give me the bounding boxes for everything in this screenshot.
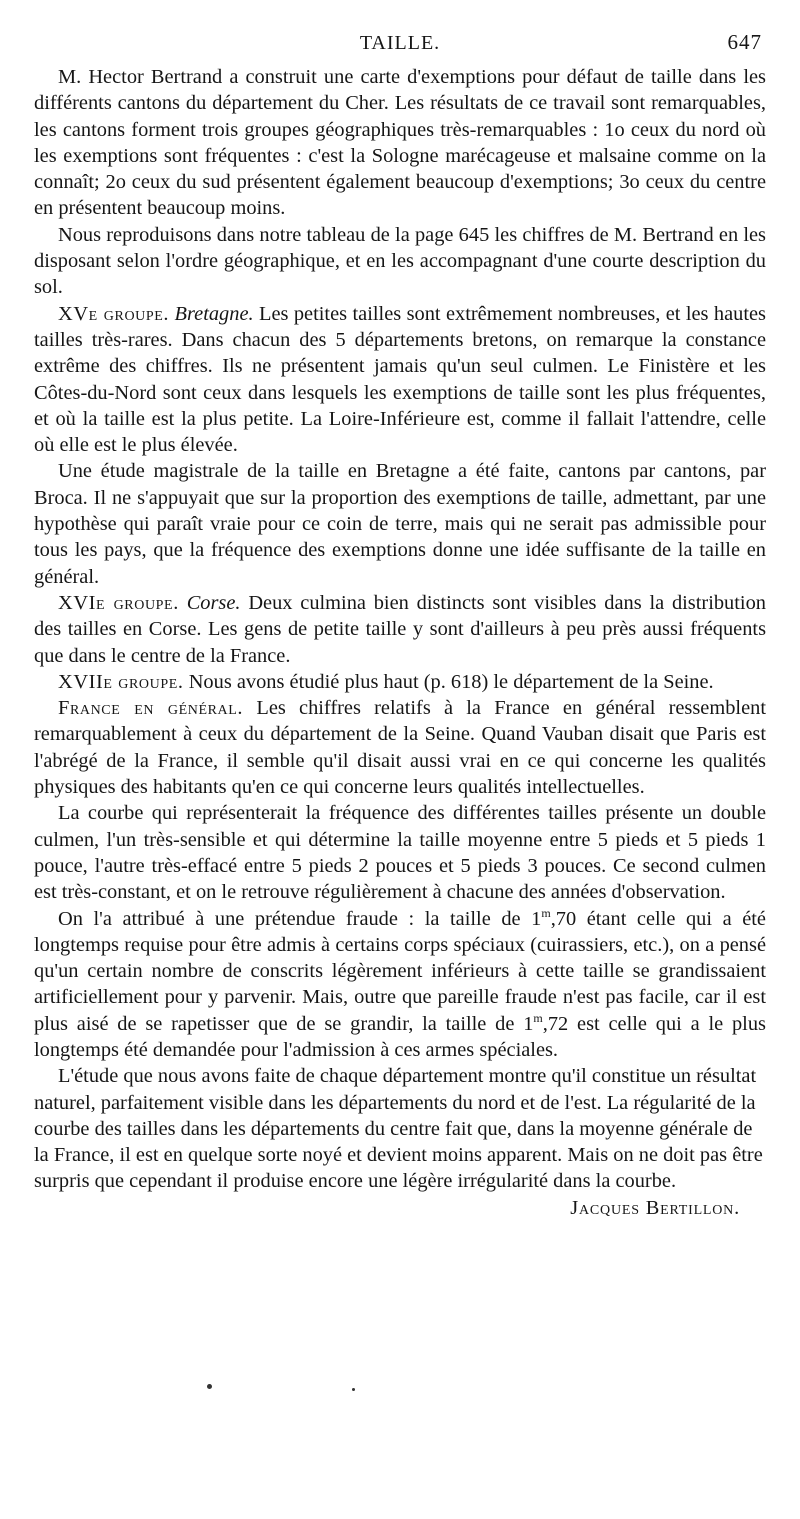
author-signature: Jacques Bertillon. [570, 1196, 740, 1219]
paragraph-conclusion [34, 1063, 766, 1219]
book-page [34, 28, 766, 1221]
paragraph-broca-study [34, 458, 766, 589]
paragraph-group-corse [34, 590, 766, 669]
group-lead: XVIIe groupe. [58, 670, 184, 693]
paragraph-group-seine [34, 669, 766, 695]
group-title: Bretagne. [174, 302, 254, 325]
unit-superscript: m [533, 1010, 543, 1025]
paragraph-text: Les chiffres relatifs à la France en général ressemblent remarquablement à ceux du département de la Seine. Quand Vauban disait que Paris est l'abrégé de la France, il semble qu'il disait aussi vrai en ce qui concerne les qualités physiques des habitants qu'en ce qui concerne leurs qualités intellectuelles. [34, 697, 766, 799]
paragraph-table-reference [34, 222, 766, 301]
page-number: 647 [727, 30, 762, 54]
print-speck [207, 1384, 212, 1389]
paragraph-text: Les petites tailles sont extrêmement nombreuses, et les hautes tailles très-rares. Dans chacun des 5 départements bretons, on remarque la constance extrême des chiffres. Ils ne présentent jamais qu'un seul culmen. Le Finistère et les Côtes-du-Nord sont ceux dans lesquels les exemptions de taille sont les plus fréquentes, et où la taille est la plus petite. La Loire-Inférieure est, comme il fallait l'attendre, celle où elle est le plus élevée. [34, 302, 766, 457]
paragraph-text: Nous reproduisons dans notre tableau de la page 645 les chiffres de M. Bertrand en les disposant selon l'ordre géographique, et en les accompagnant d'une courte description du sol. [34, 223, 766, 299]
running-title: TAILLE. [359, 32, 441, 54]
paragraph-fraud-hypothesis [34, 906, 766, 1064]
paragraph-text: L'étude que nous avons faite de chaque département montre qu'il constitue un résultat naturel, parfaitement visible dans les départements du nord et de l'est. La régularité de la courbe des tailles dans les départements du centre fait que, dans la moyenne générale de la France, il est en quelque sorte noyé et devient moins apparent. Mais on ne doit pas être surpris que cependant il produise encore une légère irrégularité dans la courbe. [34, 1065, 763, 1193]
section-lead: France en général. [58, 697, 244, 720]
paragraph-bertrand-map [34, 64, 766, 222]
running-head [34, 28, 766, 64]
paragraph-group-bretagne [34, 301, 766, 459]
paragraph-double-culmen [34, 800, 766, 905]
unit-superscript: m [541, 905, 551, 920]
paragraph-text: On l'a attribué à une prétendue fraude : la taille de 1 [58, 907, 542, 930]
paragraph-text: M. Hector Bertrand a construit une carte d'exemptions pour défaut de taille dans les différents cantons du département du Cher. Les résultats de ce travail sont remarquables, les cantons forment trois groupes géographiques très-remarquables : 1o ceux du nord où les exemptions sont fréquentes : c'est la Sologne marécageuse et malsaine comme on la connaît; 2o ceux du sud présentent également beaucoup d'exemptions; 3o ceux du centre en présentent beaucoup moins. [34, 66, 766, 220]
body-text [34, 64, 766, 1219]
group-lead: XVIe groupe. [58, 591, 179, 614]
group-title: Corse. [186, 591, 241, 614]
print-speck [352, 1388, 355, 1391]
paragraph-text: Une étude magistrale de la taille en Bretagne a été faite, cantons par cantons, par Broca. Il ne s'appuyait que sur la proportion des exemptions de taille, admettant, par une hypothèse qui paraît vraie pour ce coin de terre, mais qui ne serait pas admissible pour tous les pays, que la fréquence des exemptions donne une idée suffisante de la taille en général. [34, 460, 766, 588]
paragraph-text: ,70 étant celle qui a été longtemps requise pour être admis à certains corps spéciaux (cuirassiers, etc.), on a pensé qu'un certain nombre de conscrits légèrement inférieurs à cette taille se grandissaient artificiellement pour y parvenir. Mais, outre que pareille fraude n'est pas facile, car il est plus aisé de se rapetisser que de se grandir, la taille de 1 [34, 907, 766, 1035]
paragraph-text: Nous avons étudié plus haut (p. 618) le département de la Seine. [188, 670, 714, 693]
paragraph-france-general [34, 695, 766, 800]
group-lead: XVe groupe. [58, 302, 170, 325]
paragraph-text: La courbe qui représenterait la fréquence des différentes tailles présente un double culmen, l'un très-sensible et qui détermine la taille moyenne entre 5 pieds et 5 pieds 1 pouce, l'autre très-effacé entre 5 pieds 2 pouces et 5 pieds 3 pouces. Ce second culmen est très-constant, et on le retrouve régulièrement à chacune des années d'observation. [34, 802, 766, 904]
paragraph-text: Deux culmina bien distincts sont visibles dans la distribution des tailles en Corse. Les gens de petite taille y sont d'ailleurs à peu près aussi fréquents que dans le centre de la France. [34, 591, 766, 667]
paragraph-text: ,72 est celle qui a le plus longtemps été demandée pour l'admission à ces armes spéciales. [34, 1012, 766, 1061]
